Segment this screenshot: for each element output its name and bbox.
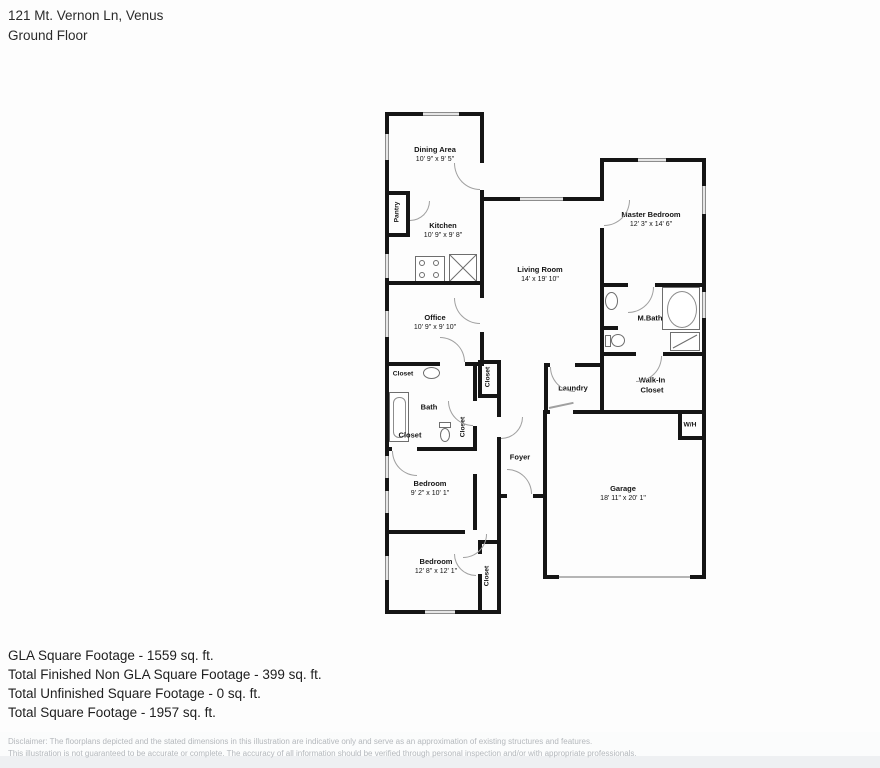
room-label-bath: Bath [420,402,438,412]
window-marker [385,311,389,337]
door-arc [507,469,532,494]
room-label-closet-d: Closet [459,416,467,438]
sliding-door [549,402,574,409]
cross-icon [450,255,476,281]
wall [497,437,501,540]
door-arc [454,163,480,190]
toilet-fixture [440,428,450,442]
shower-drain-icon [671,333,699,350]
toilet-fixture [611,334,625,347]
door-arc [628,287,654,313]
wall [600,158,604,200]
room-label-master: Master Bedroom 12' 3" x 14' 6" [621,209,681,228]
room-label-closet-b: Closet [398,430,422,440]
wall [497,360,501,417]
wall [385,112,389,610]
room-label-foyer: Foyer [509,452,531,462]
wall [600,352,604,414]
wall [544,363,548,414]
room-label-laundry: Laundry [558,383,588,393]
tub-basin [667,291,697,328]
wall [543,575,559,579]
wall [543,410,547,579]
floor-plan [383,106,709,620]
window-marker [702,292,706,318]
door-arc [410,201,430,221]
room-label-kitchen: Kitchen 10' 9" x 9' 8" [423,220,463,239]
window-marker [423,112,459,116]
floor-title: Ground Floor [8,28,88,43]
room-label-wh: W/H [683,421,697,429]
wall [600,326,618,330]
room-label-closet-e: Closet [483,565,491,587]
wall [417,447,477,451]
window-marker [702,186,706,214]
sink-fixture [605,292,618,310]
wall [385,530,465,534]
room-label-mbath: M.Bath [637,313,663,323]
square-footage-summary [8,646,322,722]
room-label-pantry: Pantry [393,201,401,223]
burner-icon [419,260,425,266]
window-marker [425,610,455,614]
room-label-dining: Dining Area 10' 9" x 9' 5" [414,144,456,163]
stove-fixture [415,256,445,282]
window-marker [520,197,563,201]
summary-line-gla: GLA Square Footage - 1559 sq. ft. [8,648,214,663]
wall [480,201,484,298]
room-label-garage: Garage 18' 11" x 20' 1" [600,483,646,502]
wall [575,363,600,367]
window-marker [385,491,389,513]
wall [655,283,706,287]
room-label-closet-c: Closet [484,366,492,388]
wall [600,228,604,352]
window-marker [385,134,389,160]
wall [385,281,484,285]
window-marker [385,254,389,278]
door-arc [454,554,476,576]
bathtub-fixture [662,287,700,330]
disclaimer-line-2: This illustration is not guaranteed to be accurate or complete. The accuracy of all information should be verified through personal inspection and/or with appropriate professionals. [8,749,637,758]
room-label-bedroom2: Bedroom 12' 8" x 12' 1" [414,556,458,575]
wall [388,233,410,237]
window-marker [385,556,389,580]
wall [573,410,706,414]
wall [473,447,477,451]
window-marker [385,456,389,478]
wall [663,352,706,356]
door-arc [454,298,480,324]
wall [497,540,501,614]
wall [385,447,392,451]
kitchen-sink-fixture [449,254,477,282]
wall [473,426,477,447]
summary-line-nongla: Total Finished Non GLA Square Footage - 399 sq. ft. [8,667,322,682]
wall [678,414,682,436]
wall [385,362,440,366]
wall [480,112,484,163]
room-label-walkin: Walk-In Closet [638,375,666,394]
window-marker [638,158,666,162]
sink-fixture [423,367,440,379]
shower-fixture [670,332,700,351]
wall [478,360,482,398]
disclaimer-line-1: Disclaimer: The floorplans depicted and the stated dimensions in this illustration are indicative only and serve as an approximation of existing structures and features. [8,737,593,746]
summary-line-total: Total Square Footage - 1957 sq. ft. [8,705,216,720]
wall [497,494,507,498]
room-label-office: Office 10' 9" x 9' 10" [413,312,457,331]
wall [473,362,477,401]
room-label-bedroom1: Bedroom 9' 2" x 10' 1" [410,478,450,497]
address-title: 121 Mt. Vernon Ln, Venus [8,8,164,23]
door-arc [392,451,417,476]
wall [678,436,706,440]
summary-line-unfinished: Total Unfinished Square Footage - 0 sq. ft. [8,686,261,701]
wall [478,574,482,614]
garage-door [559,576,690,578]
room-label-living: Living Room 14' x 19' 10" [517,264,563,283]
door-arc [440,337,465,362]
burner-icon [433,260,439,266]
wall [600,283,628,287]
door-arc [448,401,473,426]
wall [600,352,636,356]
door-arc [550,367,575,392]
burner-icon [419,272,425,278]
wall [690,575,706,579]
wall [480,332,484,362]
door-arc [501,417,523,439]
burner-icon [433,272,439,278]
room-label-closet-a: Closet [392,370,414,378]
wall [702,158,706,579]
wall [473,474,477,530]
